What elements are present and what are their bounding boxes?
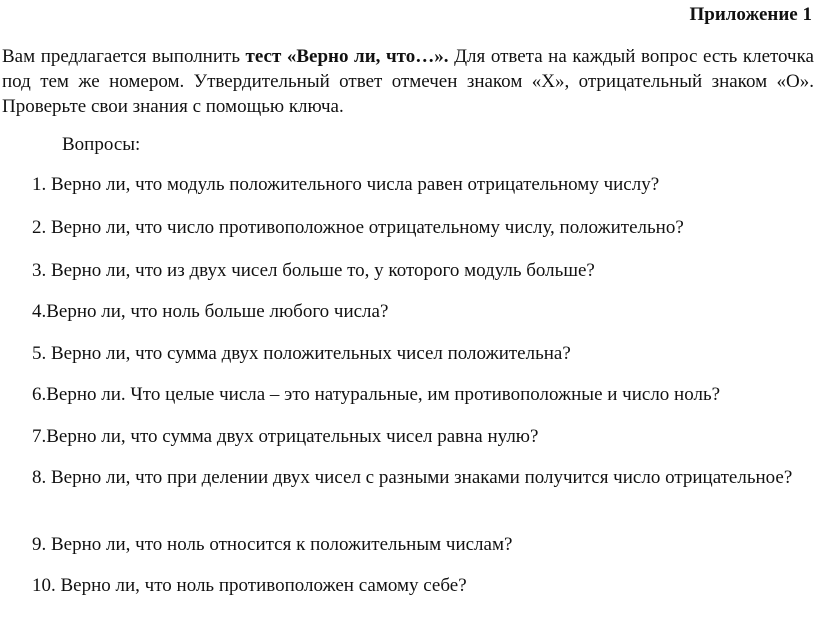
- question-7: 7.Верно ли, что сумма двух отрицательных чисел равна нулю?: [32, 426, 539, 447]
- intro-text-start: Вам предлагается выполнить: [2, 46, 246, 67]
- test-name: тест «Верно ли, что…».: [245, 46, 449, 67]
- question-5: 5. Верно ли, что сумма двух положительных чисел положительна?: [32, 343, 571, 364]
- question-2: 2. Верно ли, что число противоположное отрицательному числу, положительно?: [32, 217, 684, 238]
- question-1: 1. Верно ли, что модуль положительного числа равен отрицательному числу?: [32, 174, 660, 195]
- question-9: 9. Верно ли, что ноль относится к положительным числам?: [32, 534, 513, 555]
- question-3: 3. Верно ли, что из двух чисел больше то, у которого модуль больше?: [32, 260, 595, 281]
- question-4: 4.Верно ли, что ноль больше любого числа?: [32, 301, 389, 322]
- questions-title: Вопросы:: [62, 134, 141, 155]
- question-10: 10. Верно ли, что ноль противоположен самому себе?: [32, 575, 467, 596]
- question-6: 6.Верно ли. Что целые числа – это натуральные, им противоположные и число ноль?: [32, 384, 721, 405]
- appendix-label: Приложение 1: [689, 4, 812, 25]
- question-8: 8. Верно ли, что при делении двух чисел с разными знаками получится число отрицательное?: [32, 467, 793, 488]
- intro-text-rest: Для ответа на каждый вопрос есть клеточка под тем же номером. Утвердительный ответ отмечен знаком «X», отрицательный знаком «O». Проверьте свои знания с помощью ключа.: [2, 46, 814, 117]
- intro-paragraph: [2, 44, 814, 119]
